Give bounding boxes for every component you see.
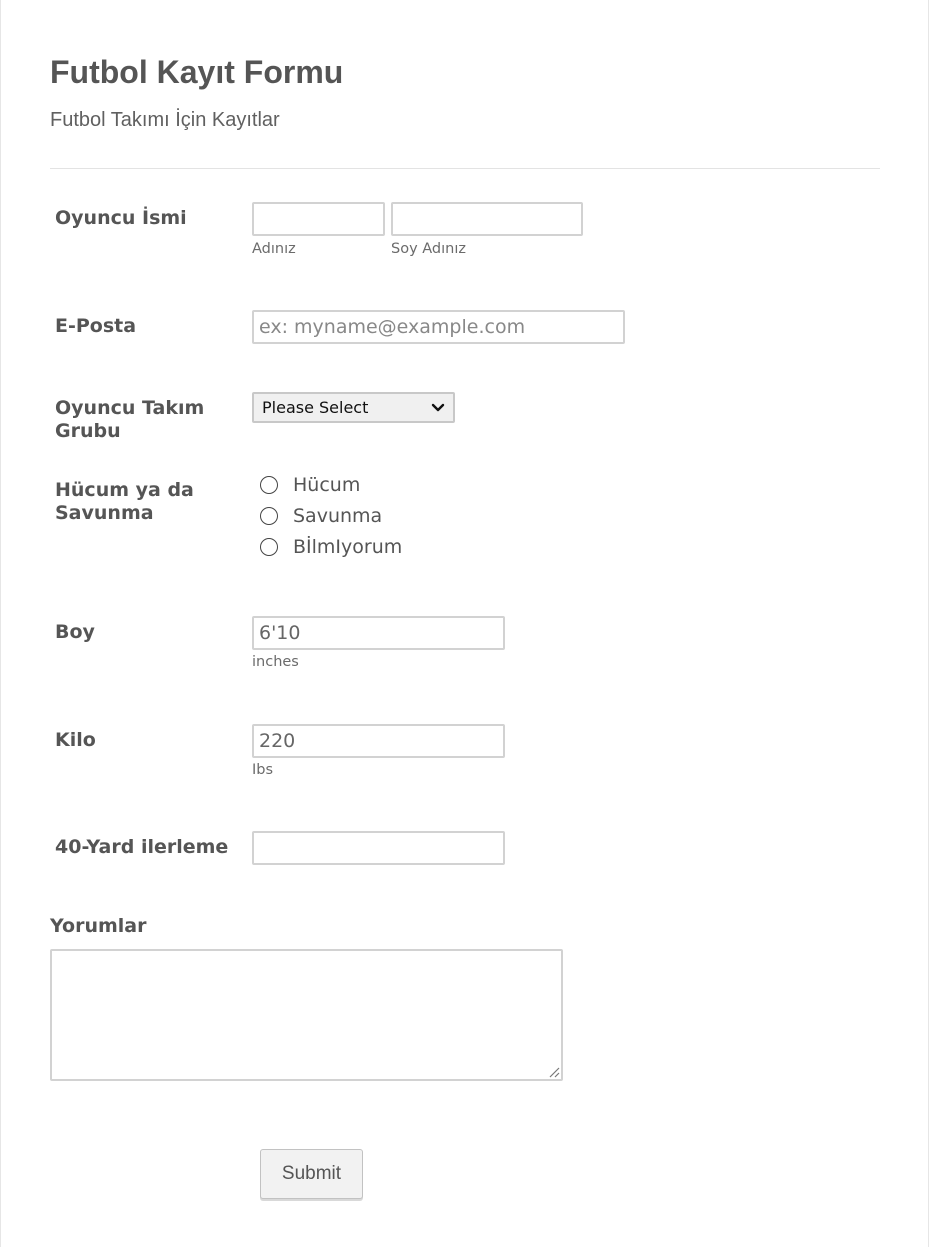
- weight-sublabel: Ibs: [252, 762, 274, 778]
- comments-textarea[interactable]: [50, 949, 563, 1081]
- last-name-sublabel: Soy Adınız: [391, 241, 466, 257]
- player-name-label: Oyuncu İsmi: [55, 207, 187, 229]
- last-name-input[interactable]: [391, 202, 583, 236]
- position-label-line2: Savunma: [55, 502, 154, 524]
- radio-option-hucum[interactable]: [260, 474, 360, 496]
- position-label: [55, 479, 194, 525]
- radio-option-label: Savunma: [293, 505, 383, 527]
- first-name-sublabel: Adınız: [252, 241, 296, 257]
- team-group-label: [55, 397, 204, 443]
- team-group-selected-value: Please Select: [262, 398, 369, 417]
- form-title: Futbol Kayıt Formu: [50, 54, 344, 90]
- forty-yard-input[interactable]: [252, 831, 505, 865]
- header-divider: [50, 168, 880, 169]
- first-name-input[interactable]: [252, 202, 385, 236]
- height-label: Boy: [55, 621, 95, 643]
- resize-grip-icon[interactable]: [548, 1066, 560, 1078]
- height-input[interactable]: [252, 616, 505, 650]
- radio-option-label: Hücum: [293, 474, 361, 496]
- team-group-select[interactable]: [252, 392, 455, 423]
- form-subtitle: Futbol Takımı İçin Kayıtlar: [50, 109, 280, 131]
- chevron-down-icon: [431, 403, 445, 413]
- height-sublabel: inches: [252, 654, 299, 670]
- position-label-line1: Hücum ya da: [55, 479, 194, 501]
- radio-option-bilmiyorum[interactable]: [260, 536, 402, 558]
- weight-input[interactable]: [252, 724, 505, 758]
- comments-label: Yorumlar: [50, 915, 147, 937]
- radio-option-savunma[interactable]: [260, 505, 382, 527]
- radio-button[interactable]: [260, 538, 278, 556]
- forty-yard-label: 40-Yard ilerleme: [55, 836, 229, 858]
- submit-button[interactable]: Submit: [260, 1149, 363, 1199]
- radio-option-label: BİlmIyorum: [293, 536, 403, 558]
- team-group-label-line2: Grubu: [55, 420, 121, 442]
- team-group-label-line1: Oyuncu Takım: [55, 397, 205, 419]
- radio-button[interactable]: [260, 476, 278, 494]
- weight-label: Kilo: [55, 729, 96, 751]
- email-input[interactable]: [252, 310, 625, 344]
- email-label: E-Posta: [55, 315, 137, 337]
- radio-button[interactable]: [260, 507, 278, 525]
